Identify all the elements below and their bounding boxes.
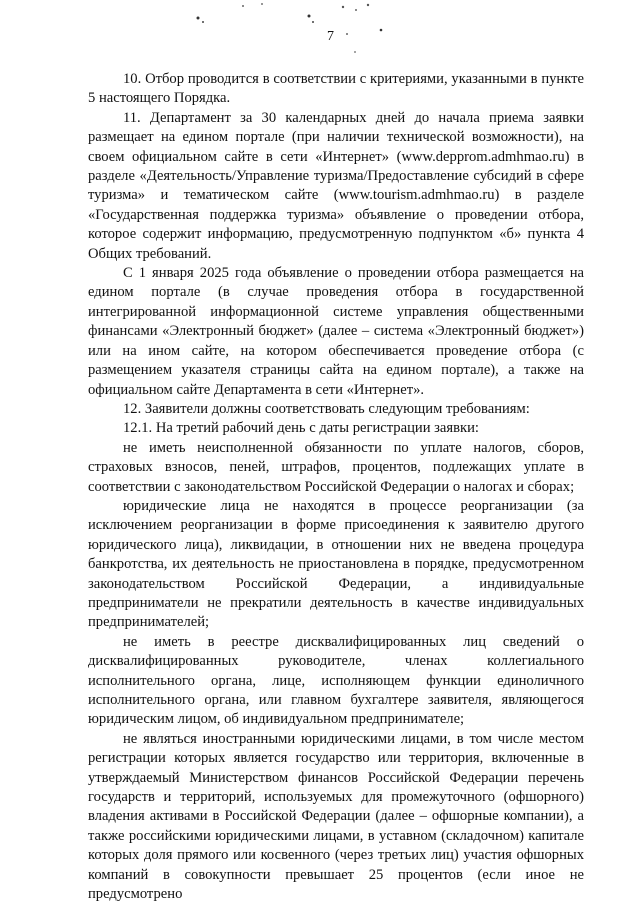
document-body — [88, 70, 584, 904]
requirement-no-reorganization: юридические лица не находятся в процессе реорганизации (за исключением реорганизации в форме присоединения к заявителю другого юридического лица), ликвидации, в отношении них не введена процедура банкротства, их деятельность не приостановлена в порядке, предусмотренном законодательством Российской Федерации, а индивидуальные предприниматели не прекратили деятельность в качестве индивидуальных предпринимателей; — [88, 497, 584, 631]
paragraph-12: 12. Заявители должны соответствовать следующим требованиям: — [123, 400, 530, 417]
requirement-no-disqualified-persons: не иметь в реестре дисквалифицированных лиц сведений о дисквалифицированных руководителе, членах коллегиального исполнительного органа, лице, исполняющем функции единоличного исполнительного органа, или главном бухгалтере заявителя, являющегося юридическим лицом, об индивидуальном предпринимателе; — [88, 633, 584, 728]
requirement-no-tax-debt: не иметь неисполненной обязанности по уплате налогов, сборов, страховых взносов, пеней, штрафов, процентов, подлежащих уплате в соответствии с законодательством Российской Федерации о налогах и сборах; — [88, 439, 584, 495]
paragraph-12-1: 12.1. На третий рабочий день с даты регистрации заявки: — [123, 420, 479, 437]
paragraph-10: 10. Отбор проводится в соответствии с критериями, указанными в пункте 5 настоящего Порядка. — [88, 71, 584, 107]
scan-specks — [0, 0, 640, 60]
paragraph-11: 11. Департамент за 30 календарных дней до начала приема заявки размещает на едином портале (при наличии технической возможности), на своем официальном сайте в сети «Интернет» (www.depprom.admhmao.ru) в разделе «Деятельность/Управление туризма/Предоставление субсидий в сфере туризма» и тематическом сайте (www.tourism.admhmao.ru) в разделе «Государственная поддержка туризма» объявление о проведении отбора, которое содержит информацию, предусмотренную подпунктом «б» пункта 4 Общих требований. — [88, 109, 584, 262]
paragraph-2025-announcement: С 1 января 2025 года объявление о проведении отбора размещается на едином портале (в случае проведения отбора в государственной интегрированной информационной системе управления общественными финансами «Электронный бюджет» (далее – система «Электронный бюджет») или на ином сайте, на котором обеспечивается проведение отбора (с размещением указателя страницы сайта на едином портале), а также на официальном сайте Департамента в сети «Интернет». — [88, 265, 584, 398]
page-number: 7 — [327, 29, 334, 44]
requirement-not-foreign-entity: не являться иностранными юридическими лицами, в том числе местом регистрации которых является государство или территория, включенные в утверждаемый Министерством финансов Российской Федерации перечень государств и территорий, используемых для промежуточного (офшорного) владения активами в Российской Федерации (далее – офшорные компании), а также российскими юридическими лицами, в уставном (складочном) капитале которых доля прямого или косвенного (через третьих лиц) участия офшорных компаний в совокупности превышает 25 процентов (если иное не предусмотрено — [88, 730, 584, 903]
